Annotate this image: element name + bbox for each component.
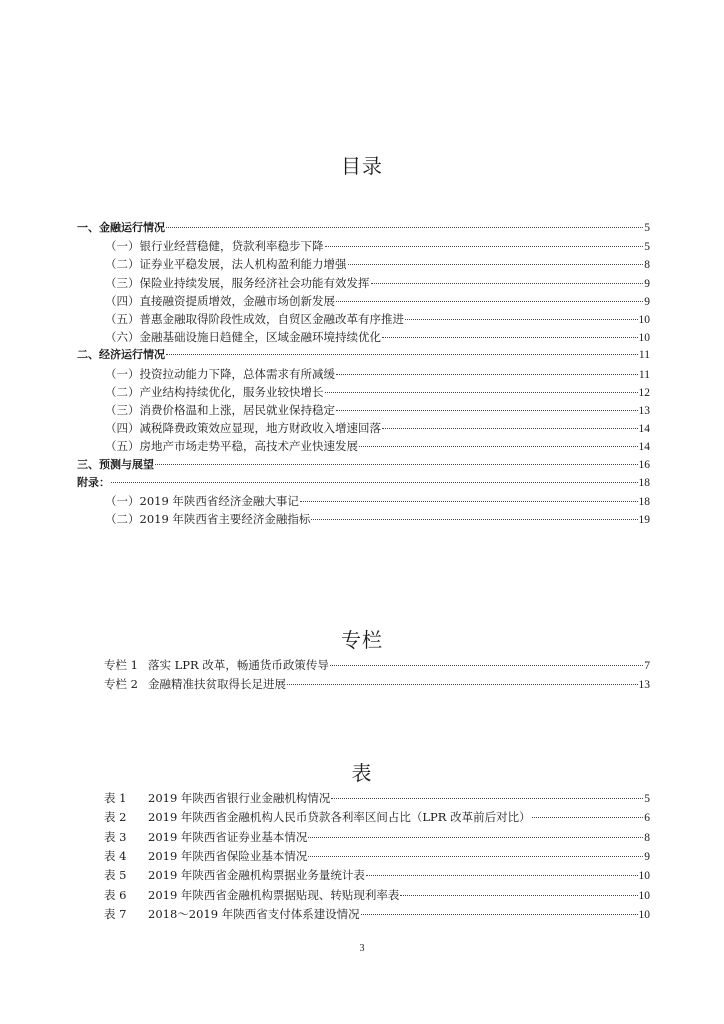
toc-entry[interactable] — [105, 419, 650, 438]
toc-entry-label: （五）房地产市场走势平稳，高技术产业快速发展 — [105, 439, 358, 454]
dot-leader — [371, 283, 644, 284]
toc-entry-label: （四）直接融资提质增效，金融市场创新发展 — [105, 293, 335, 308]
toc-entry[interactable] — [105, 255, 650, 274]
toc-entry-label: 2019 年陕西省保险业基本情况 — [148, 848, 308, 863]
toc-entry-label: 2019 年陕西省金融机构票据贴现、转贴现利率表 — [148, 887, 400, 902]
toc-entry-page: 9 — [644, 277, 650, 290]
toc-entry-label: （二）证券业平稳发展，法人机构盈利能力增强 — [105, 257, 347, 272]
dot-leader — [330, 665, 643, 666]
toc-entry-prefix: 专栏 1 — [104, 658, 138, 672]
toc-entry-prefix: 表 2 — [104, 810, 127, 825]
page-number: 3 — [359, 943, 365, 954]
toc-entry-page: 11 — [638, 349, 650, 362]
toc-entry-label: （三）保险业持续发展，服务经济社会功能有效发挥 — [105, 275, 370, 290]
toc-entry-prefix: 专栏 2 — [104, 677, 138, 691]
toc-entry-page: 7 — [644, 660, 650, 672]
dot-leader — [336, 301, 643, 302]
toc-entry-prefix: 表 1 — [104, 791, 127, 805]
toc-entry[interactable] — [77, 456, 650, 474]
toc-entry[interactable] — [105, 492, 650, 511]
toc-entry[interactable] — [104, 675, 650, 694]
toc-entry-page: 14 — [638, 441, 650, 454]
toc-entry-prefix: 表 3 — [104, 829, 127, 844]
toc-entry-page: 10 — [638, 889, 650, 902]
toc-entry[interactable] — [77, 219, 650, 237]
toc-entry-label: 一、金融运行情况 — [77, 221, 165, 234]
toc-entry[interactable] — [105, 328, 650, 347]
dot-leader — [336, 374, 638, 375]
toc-entry-label: （四）减税降费政策效应显现，地方财政收入增速回落 — [105, 421, 381, 436]
toc-entry-page: 10 — [638, 908, 650, 921]
toc-entry[interactable] — [104, 847, 650, 866]
toc-entry-label: 2018～2019 年陕西省支付体系建设情况 — [148, 906, 360, 921]
toc-entry-page: 16 — [638, 458, 650, 471]
toc-entry[interactable] — [104, 808, 650, 827]
toc-entry-label: （二）产业结构持续优化，服务业较快增长 — [105, 384, 324, 399]
dot-leader — [366, 875, 638, 876]
dot-leader — [400, 895, 637, 896]
toc-entry[interactable] — [105, 437, 650, 456]
toc-entry-label: 金融精准扶贫取得长足进展 — [148, 677, 286, 691]
toc-entry-label: 2019 年陕西省银行业金融机构情况 — [148, 791, 331, 805]
toc-entry-page: 6 — [644, 812, 650, 825]
toc-entry[interactable] — [105, 383, 650, 402]
toc-entry-prefix: 表 4 — [104, 848, 127, 863]
toc-entry-page: 8 — [644, 259, 650, 272]
toc-entry-page: 5 — [644, 793, 650, 805]
toc-entry[interactable] — [105, 401, 650, 420]
toc-entry-prefix: 表 5 — [104, 868, 127, 883]
toc-entry-page: 10 — [638, 332, 650, 345]
dot-leader — [300, 501, 638, 502]
toc-entry-label: 二、经济运行情况 — [77, 348, 165, 362]
toc-entry-label: 2019 年陕西省金融机构人民币贷款各利率区间占比（LPR 改革前后对比） — [148, 810, 531, 825]
toc-entry-label: （一）银行业经营稳健，贷款利率稳步下降 — [105, 239, 324, 254]
toc-entry[interactable] — [77, 346, 650, 364]
toc-entry-label: （二）2019 年陕西省主要经济金融指标 — [105, 512, 311, 527]
toc-entry-page: 9 — [644, 295, 650, 308]
toc-entry-page: 10 — [638, 314, 650, 326]
toc-entry-page: 5 — [644, 241, 650, 254]
toc-entry[interactable] — [104, 905, 650, 924]
toc-entry[interactable] — [104, 789, 650, 808]
dot-leader — [308, 856, 643, 857]
dot-leader — [382, 428, 638, 429]
dot-leader — [348, 264, 644, 265]
toc-entry-page: 18 — [638, 476, 650, 489]
columns-title: 专栏 — [341, 628, 383, 652]
dot-leader — [405, 319, 638, 320]
toc-entry-label: 附录： — [77, 475, 110, 489]
toc-entry-page: 14 — [638, 423, 650, 436]
toc-entry[interactable] — [105, 310, 650, 329]
toc-entry-page: 12 — [638, 386, 650, 399]
toc-entry-label: （三）消费价格温和上涨，居民就业保持稳定 — [105, 403, 335, 417]
toc-entry[interactable] — [105, 274, 650, 293]
toc-entry[interactable] — [105, 292, 650, 311]
toc-entry-prefix: 表 6 — [104, 887, 127, 902]
toc-entry-page: 18 — [638, 496, 650, 508]
toc-entry-page: 9 — [644, 850, 650, 863]
dot-leader — [155, 464, 638, 465]
dot-leader — [287, 684, 638, 685]
toc-entry-page: 13 — [638, 405, 650, 417]
dot-leader — [111, 482, 638, 483]
dot-leader — [325, 246, 644, 247]
toc-entry[interactable] — [104, 656, 650, 675]
dot-leader — [361, 914, 638, 915]
toc-entry[interactable] — [105, 365, 650, 384]
toc-entry-page: 8 — [644, 831, 650, 844]
toc-entry-label: （一）投资拉动能力下降，总体需求有所减缓 — [105, 366, 335, 381]
toc-entry[interactable] — [105, 237, 650, 256]
dot-leader — [166, 227, 643, 228]
dot-leader — [359, 446, 638, 447]
dot-leader — [532, 817, 644, 818]
toc-entry[interactable] — [104, 828, 650, 847]
dot-leader — [308, 837, 643, 838]
dot-leader — [331, 798, 643, 799]
tables-title: 表 — [351, 761, 373, 785]
toc-entry-label: 三、预测与展望 — [77, 457, 154, 471]
toc-entry[interactable] — [77, 474, 650, 492]
toc-entry-label: （一）2019 年陕西省经济金融大事记 — [105, 494, 299, 508]
dot-leader — [325, 392, 638, 393]
dot-leader — [311, 519, 637, 520]
toc-entry-label: 2019 年陕西省金融机构票据业务量统计表 — [148, 868, 365, 883]
toc-entry-label: 落实 LPR 改革，畅通货币政策传导 — [148, 658, 329, 672]
toc-entry-page: 10 — [638, 870, 650, 883]
toc-entry-prefix: 表 7 — [104, 906, 127, 921]
toc-entry-page: 11 — [638, 368, 650, 381]
dot-leader — [382, 337, 638, 338]
toc-entry-label: 2019 年陕西省证券业基本情况 — [148, 829, 308, 844]
toc-title: 目录 — [341, 154, 383, 178]
toc-entry-page: 19 — [638, 514, 650, 527]
toc-entry-label: （六）金融基础设施日趋健全，区域金融环境持续优化 — [105, 330, 381, 345]
toc-entry[interactable] — [104, 866, 650, 885]
toc-entry[interactable] — [105, 510, 650, 529]
dot-leader — [166, 354, 638, 355]
dot-leader — [336, 410, 638, 411]
toc-entry-label: （五）普惠金融取得阶段性成效，自贸区金融改革有序推进 — [105, 312, 404, 326]
toc-entry[interactable] — [104, 886, 650, 905]
toc-entry-page: 5 — [644, 222, 650, 234]
toc-entry-page: 13 — [638, 679, 650, 691]
